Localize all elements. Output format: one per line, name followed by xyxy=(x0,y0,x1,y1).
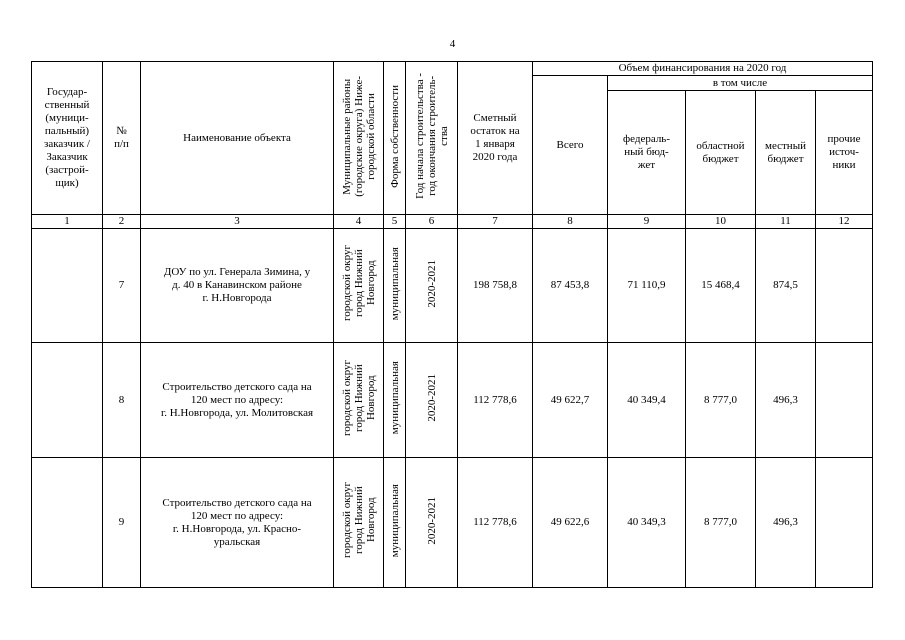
cell-years xyxy=(406,229,458,343)
column-number: 10 xyxy=(686,215,756,229)
cell-other xyxy=(816,458,873,588)
district-text: городской округ город Нижний Новгород xyxy=(340,482,377,559)
header-local: местный бюджет xyxy=(756,91,816,215)
cell-local: 874,5 xyxy=(756,229,816,343)
cell-number: 9 xyxy=(103,458,141,588)
ownership-text: муниципальная xyxy=(388,246,401,321)
cell-object: Строительство детского сада на 120 мест по адресу: г. Н.Новгорода, ул. Красно- уральская xyxy=(141,458,334,588)
cell-federal: 71 110,9 xyxy=(608,229,686,343)
cell-ownership xyxy=(384,343,406,458)
cell-number: 7 xyxy=(103,229,141,343)
cell-regional: 15 468,4 xyxy=(686,229,756,343)
ownership-text: муниципальная xyxy=(388,483,401,558)
ownership-text: муниципальная xyxy=(388,361,401,435)
column-number: 2 xyxy=(103,215,141,229)
header-number: № п/п xyxy=(103,62,141,215)
column-number: 8 xyxy=(533,215,608,229)
cell-total: 49 622,7 xyxy=(533,343,608,458)
header-years-cell xyxy=(406,62,458,215)
column-number: 3 xyxy=(141,215,334,229)
cell-regional: 8 777,0 xyxy=(686,343,756,458)
column-number: 9 xyxy=(608,215,686,229)
column-number: 11 xyxy=(756,215,816,229)
cell-federal: 40 349,3 xyxy=(608,458,686,588)
cell-district xyxy=(334,229,384,343)
cell-ownership xyxy=(384,229,406,343)
cell-customer xyxy=(32,229,103,343)
column-number: 12 xyxy=(816,215,873,229)
header-federal: федераль- ный бюд- жет xyxy=(608,91,686,215)
header-estimate: Сметный остаток на 1 января 2020 года xyxy=(458,62,533,215)
years-text: 2020-2021 xyxy=(425,374,438,422)
header-ownership-cell xyxy=(384,62,406,215)
header-ownership: Форма собственности xyxy=(388,84,401,188)
header-regional: областной бюджет xyxy=(686,91,756,215)
financing-table xyxy=(31,61,873,588)
cell-regional: 8 777,0 xyxy=(686,458,756,588)
cell-local: 496,3 xyxy=(756,458,816,588)
cell-estimate: 198 758,8 xyxy=(458,229,533,343)
header-other: прочие источ- ники xyxy=(816,91,873,215)
column-number: 5 xyxy=(384,215,406,229)
table-row xyxy=(32,343,873,458)
district-text: городской округ город Нижний Новгород xyxy=(340,245,377,322)
header-total: Всего xyxy=(533,76,608,215)
cell-customer xyxy=(32,458,103,588)
header-districts: Муниципальные районы (городские округа) Ниже- городской области xyxy=(340,75,377,197)
header-years: Год начала строительства - год окончания строитель- ства xyxy=(413,73,450,199)
header-customer: Государ- ственный (муници- пальный) заказчик / Заказчик (застрой- щик) xyxy=(32,62,103,215)
cell-estimate: 112 778,6 xyxy=(458,458,533,588)
cell-years xyxy=(406,458,458,588)
cell-object: ДОУ по ул. Генерала Зимина, у д. 40 в Канавинском районе г. Н.Новгорода xyxy=(141,229,334,343)
cell-years xyxy=(406,343,458,458)
page-number: 4 xyxy=(449,38,456,50)
column-number: 6 xyxy=(406,215,458,229)
header-districts-cell xyxy=(334,62,384,215)
header-financing: Объем финансирования на 2020 год xyxy=(533,62,873,76)
cell-local: 496,3 xyxy=(756,343,816,458)
column-number: 1 xyxy=(32,215,103,229)
column-number: 4 xyxy=(334,215,384,229)
cell-number: 8 xyxy=(103,343,141,458)
cell-ownership xyxy=(384,458,406,588)
cell-district xyxy=(334,343,384,458)
cell-total: 49 622,6 xyxy=(533,458,608,588)
header-object-name: Наименование объекта xyxy=(141,62,334,215)
cell-object: Строительство детского сада на 120 мест по адресу: г. Н.Новгорода, ул. Молитовская xyxy=(141,343,334,458)
cell-other xyxy=(816,343,873,458)
column-number-row xyxy=(32,215,873,229)
cell-federal: 40 349,4 xyxy=(608,343,686,458)
column-number: 7 xyxy=(458,215,533,229)
cell-other xyxy=(816,229,873,343)
district-text: городской округ город Нижний Новгород xyxy=(340,359,377,437)
cell-estimate: 112 778,6 xyxy=(458,343,533,458)
table-row xyxy=(32,458,873,588)
years-text: 2020-2021 xyxy=(425,259,438,308)
years-text: 2020-2021 xyxy=(425,496,438,545)
cell-total: 87 453,8 xyxy=(533,229,608,343)
cell-district xyxy=(334,458,384,588)
cell-customer xyxy=(32,343,103,458)
table-row xyxy=(32,229,873,343)
header-including: в том числе xyxy=(608,76,873,91)
